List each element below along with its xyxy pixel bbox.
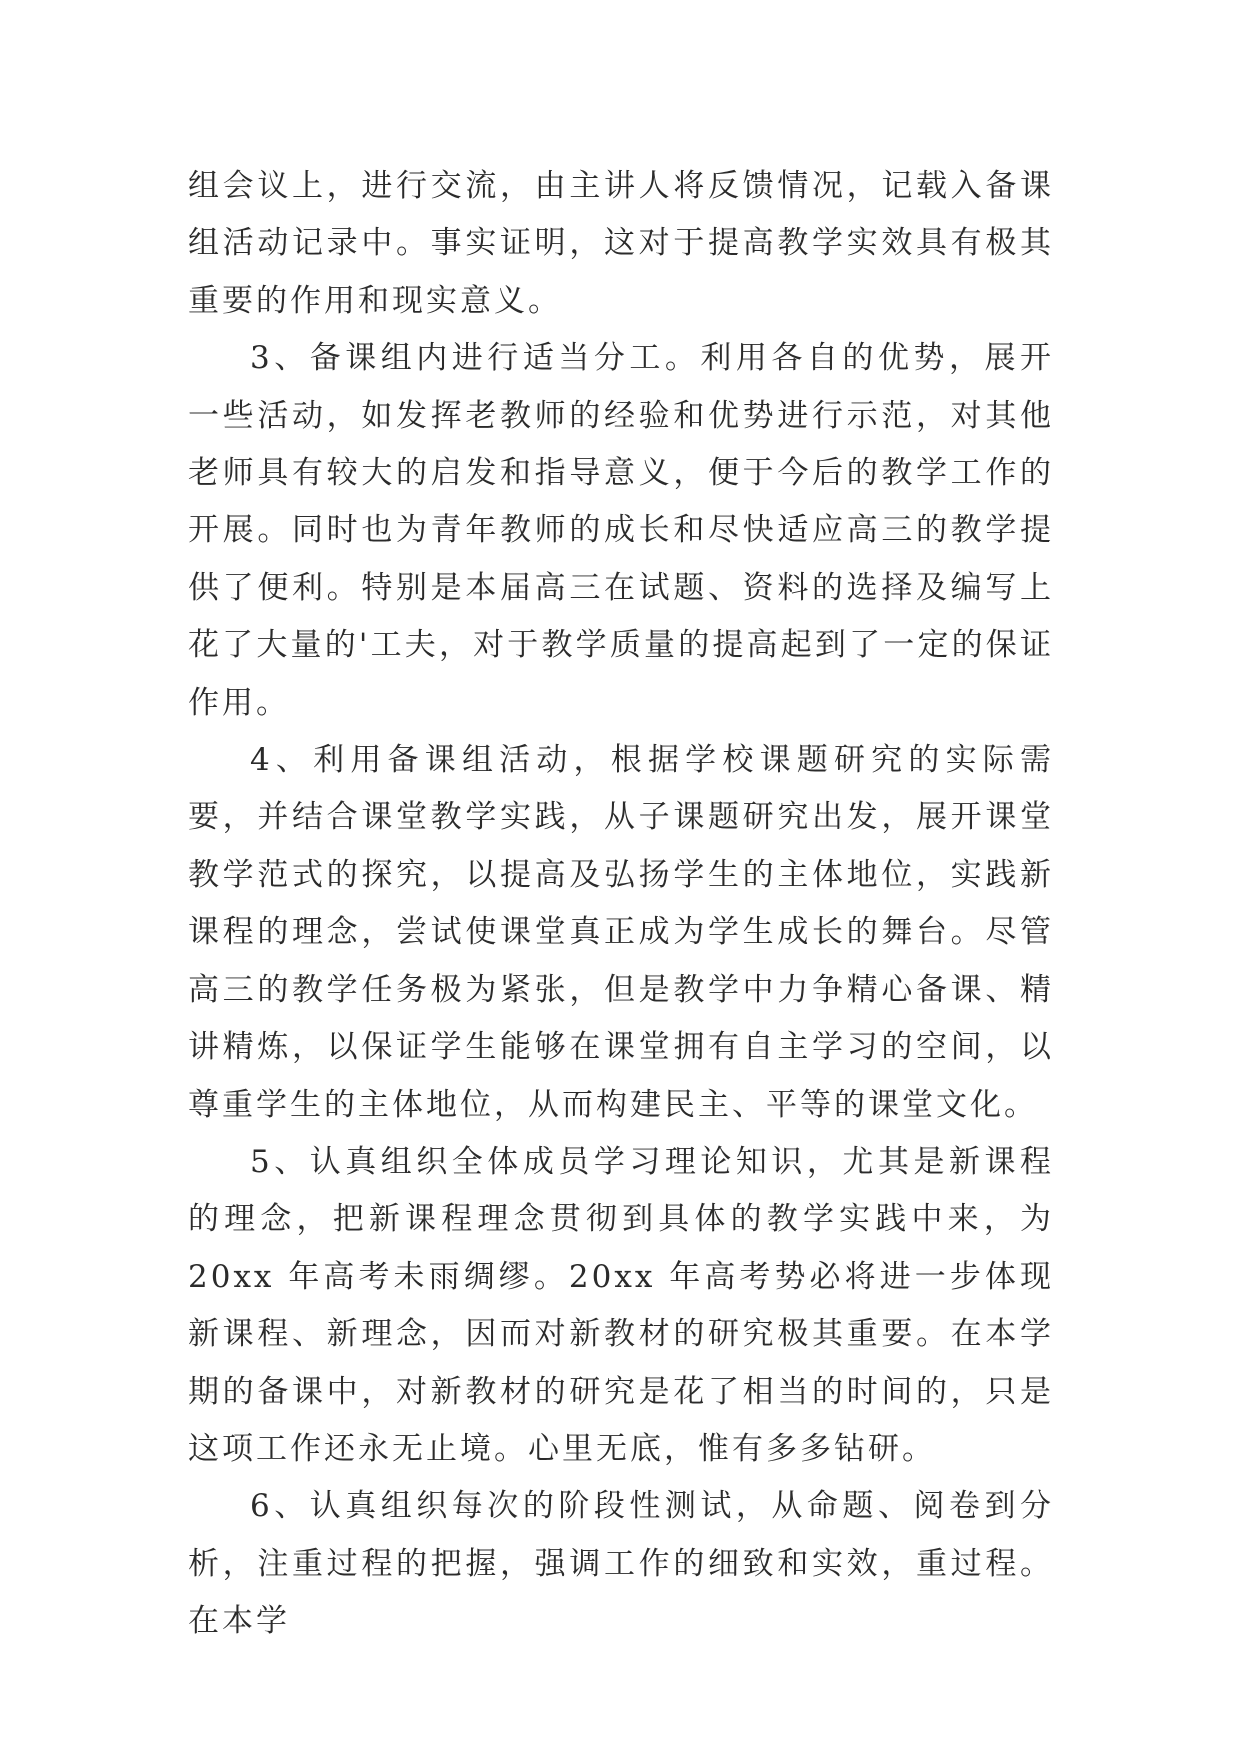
paragraph-item-4: 4、利用备课组活动，根据学校课题研究的实际需要，并结合课堂教学实践，从子课题研究出发，展开课堂教学范式的探究，以提高及弘扬学生的主体地位，实践新课程的理念，尝试使课堂真正成为学生成长的舞台。尽管高三的教学任务极为紧张，但是教学中力争精心备课、精讲精炼，以保证学生能够在课堂拥有自主学习的空间，以尊重学生的主体地位，从而构建民主、平等的课堂文化。 [188,742,1054,1123]
paragraph-continuation: 组会议上，进行交流，由主讲人将反馈情况，记载入备课组活动记录中。事实证明，这对于提高教学实效具有极其重要的作用和现实意义。 [188,168,1054,319]
document-body [188,158,1054,1651]
paragraph-item-5: 5、认真组织全体成员学习理论知识，尤其是新课程的理念，把新课程理念贯彻到具体的教学实践中来，为 20xx 年高考未雨绸缪。20xx 年高考势必将进一步体现新课程、新理念，因而对新教材的研究极其重要。在本学期的备课中，对新教材的研究是花了相当的时间的，只是这项工作还永无止境。心里无底，惟有多多钻研。 [188,1143,1054,1467]
paragraph-item-3: 3、备课组内进行适当分工。利用各自的优势，展开一些活动，如发挥老教师的经验和优势进行示范，对其他老师具有较大的启发和指导意义，便于今后的教学工作的开展。同时也为青年教师的成长和尽快适应高三的教学提供了便利。特别是本届高三在试题、资料的选择及编写上花了大量的'工夫，对于教学质量的提高起到了一定的保证作用。 [188,340,1054,721]
paragraph-item-6: 6、认真组织每次的阶段性测试，从命题、阅卷到分析，注重过程的把握，强调工作的细致和实效，重过程。在本学 [188,1488,1054,1640]
